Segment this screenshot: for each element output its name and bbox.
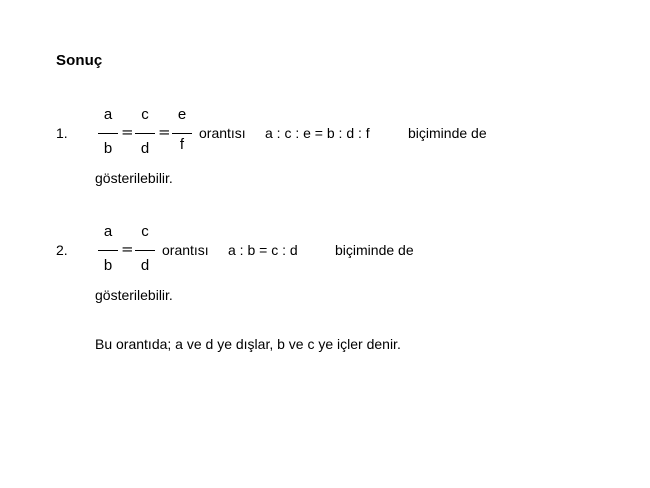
fraction-numerator: c	[141, 223, 149, 240]
section-title: Sonuç	[56, 52, 103, 69]
fraction-numerator: a	[103, 223, 113, 240]
ratio-expression: a : b = c : d	[228, 242, 298, 258]
fraction-c-d	[134, 224, 156, 280]
orantisi-label: orantısı	[199, 125, 246, 141]
fraction-bar	[135, 250, 155, 251]
fraction-denominator: f	[179, 136, 185, 153]
fraction-bar	[98, 250, 118, 251]
fraction-denominator: b	[103, 257, 113, 274]
equals-sign: =	[121, 240, 134, 258]
fraction-c-d	[134, 107, 156, 163]
fraction-numerator: a	[103, 106, 113, 123]
item-number: 1.	[56, 125, 68, 141]
fraction-denominator: d	[140, 140, 150, 157]
equals-sign: =	[158, 123, 171, 141]
continuation-text: gösterilebilir.	[95, 170, 173, 186]
fraction-e-f	[171, 107, 193, 163]
fraction-bar	[172, 133, 192, 134]
fraction-numerator: e	[177, 106, 187, 123]
ratio-expression: a : c : e = b : d : f	[265, 125, 370, 141]
continuation-text: gösterilebilir.	[95, 287, 173, 303]
fraction-denominator: d	[140, 257, 150, 274]
fraction-a-b	[97, 107, 119, 163]
orantisi-label: orantısı	[162, 242, 209, 258]
fraction-bar	[98, 133, 118, 134]
item-number: 2.	[56, 242, 68, 258]
fraction-denominator: b	[103, 140, 113, 157]
suffix-text: biçiminde de	[335, 242, 414, 258]
fraction-bar	[135, 133, 155, 134]
fraction-a-b	[97, 224, 119, 280]
equals-sign: =	[121, 123, 134, 141]
explanation-note: Bu orantıda; a ve d ye dışlar, b ve c ye içler denir.	[95, 336, 401, 352]
suffix-text: biçiminde de	[408, 125, 487, 141]
fraction-numerator: c	[141, 106, 149, 123]
